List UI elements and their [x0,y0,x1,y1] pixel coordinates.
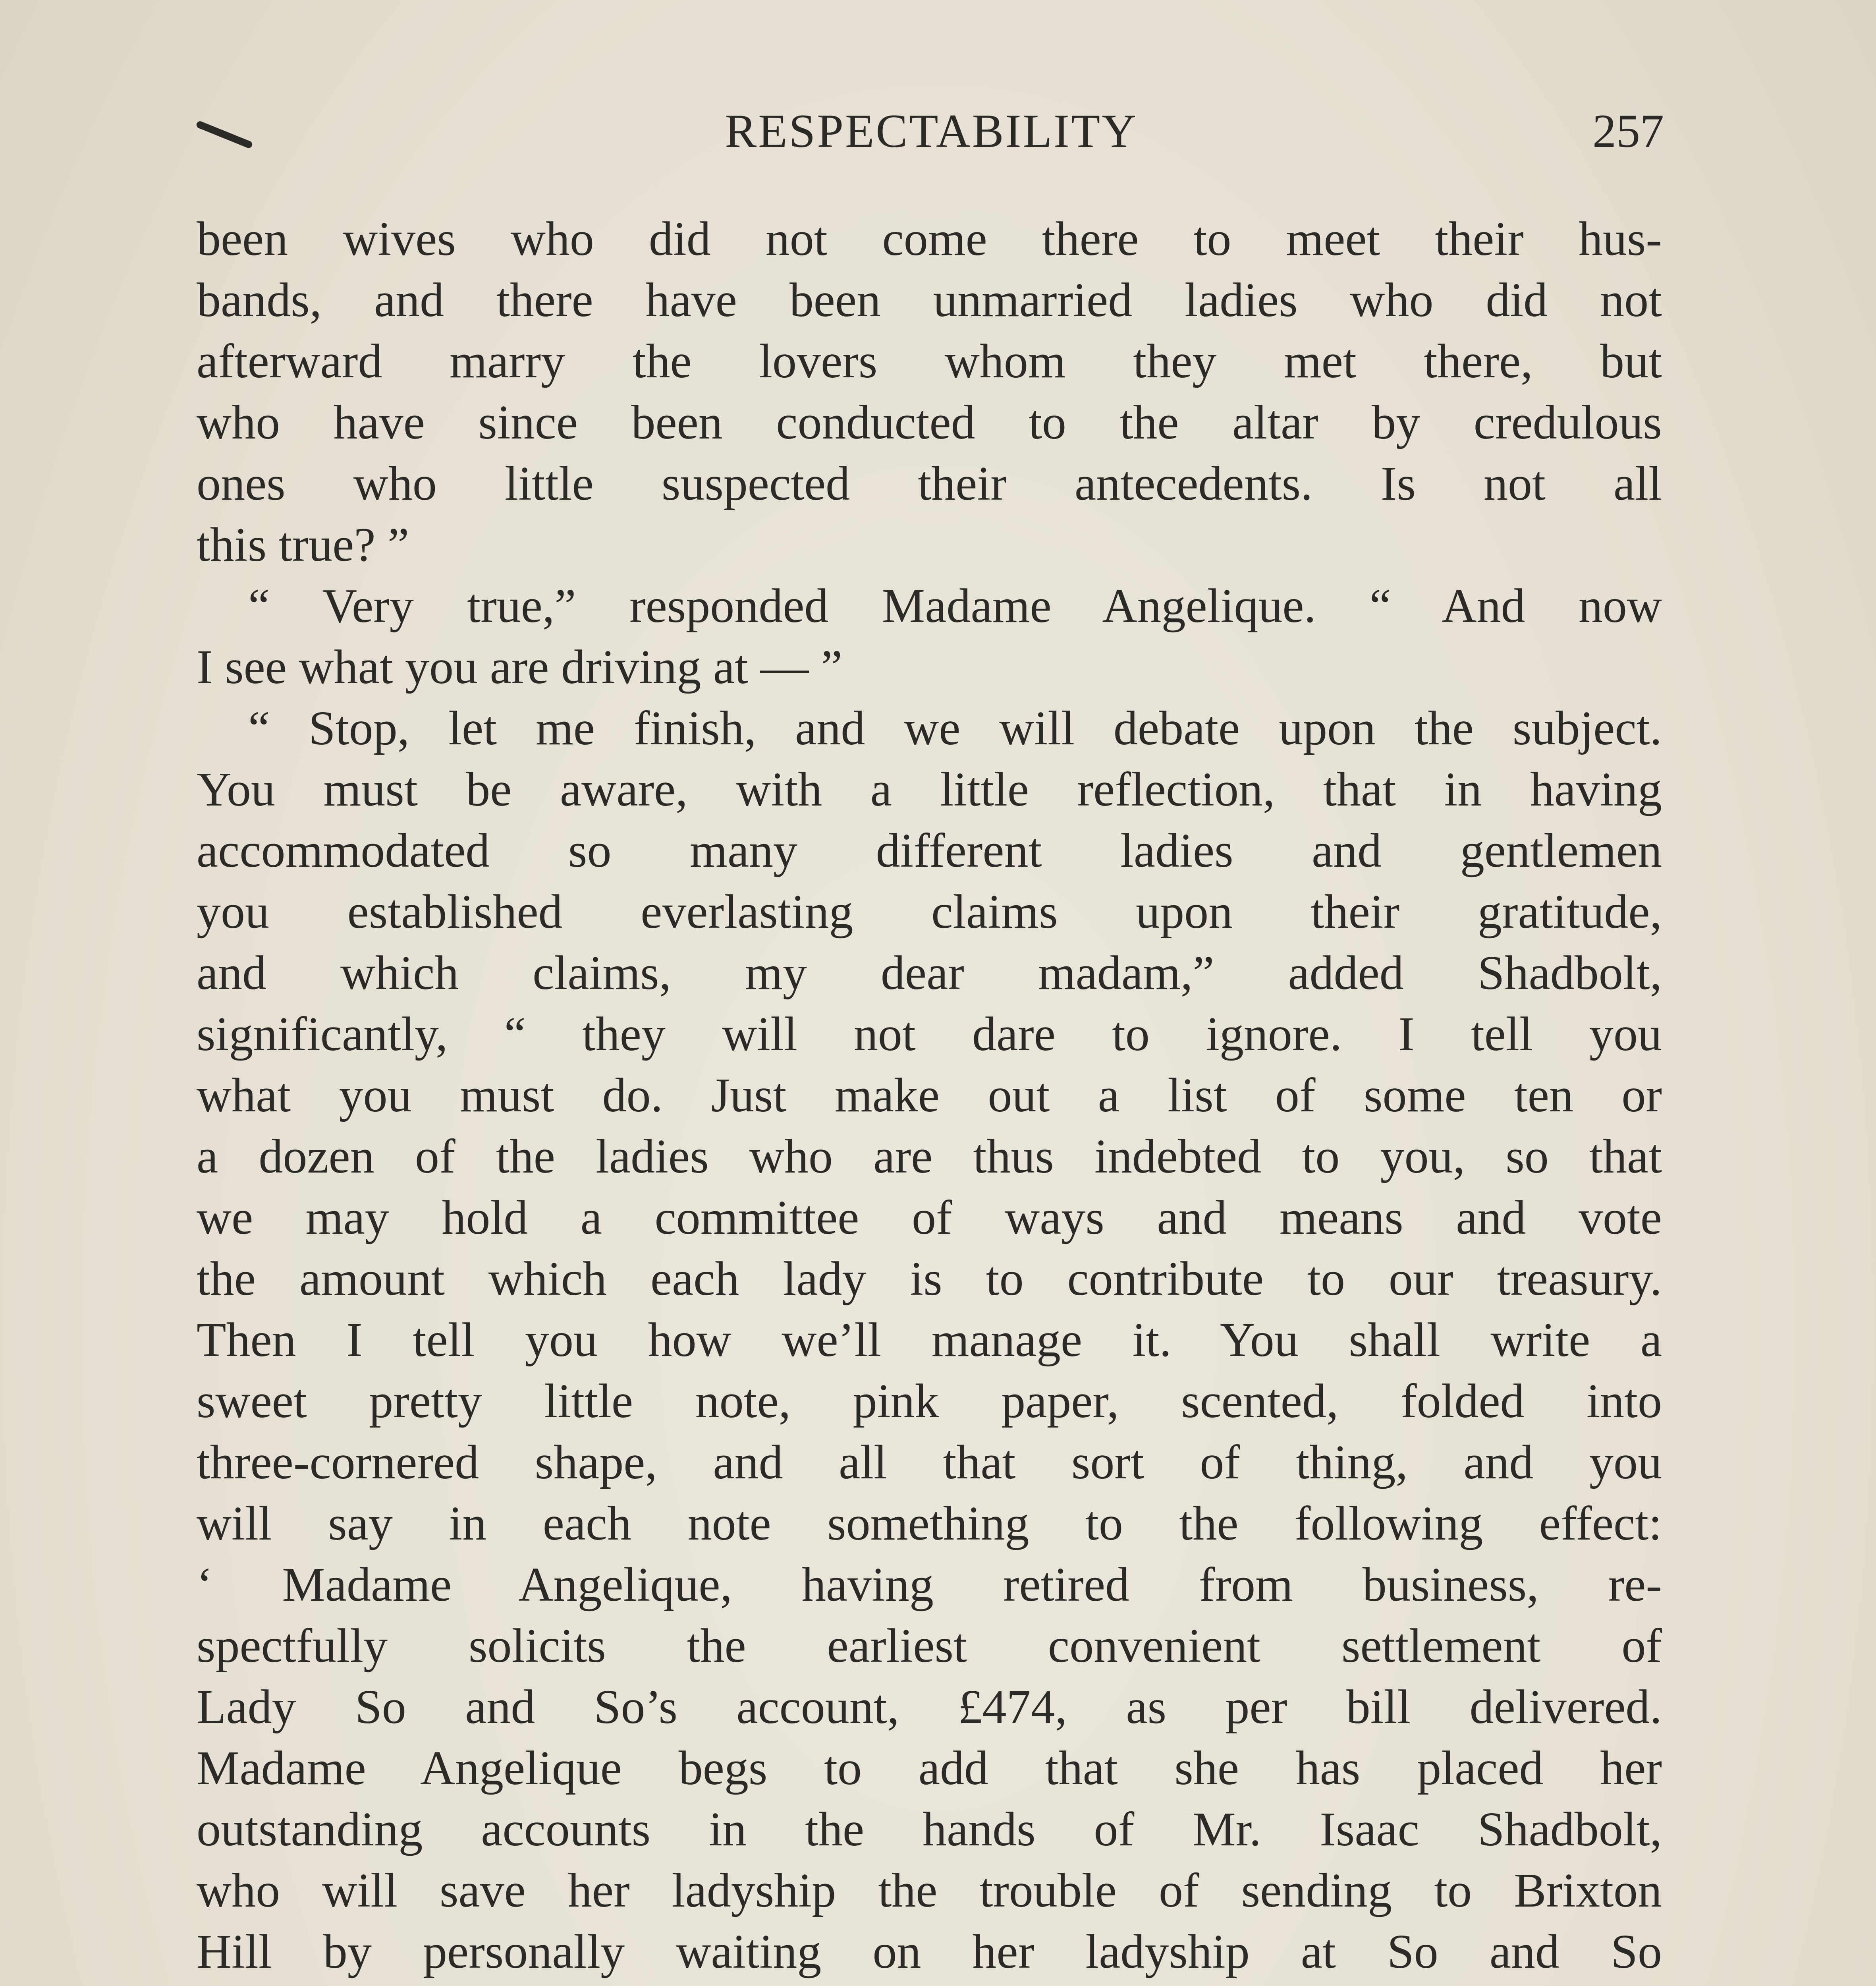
text-line: this true? ” [197,518,409,572]
text-line: Then I tell you how we’ll manage it. You shall write a [197,1313,1662,1367]
page-number: 257 [1592,104,1664,157]
text-line: “ Very true,” responded Madame Angelique. “ And now [248,579,1662,633]
text-line: accommodated so many different ladies and gentlemen [197,824,1662,877]
text-line: afterward marry the lovers whom they met there, but [197,334,1662,388]
text-line: spectfully solicits the earliest convenient settlement of [197,1619,1662,1673]
running-title: RESPECTABILITY [725,104,1138,157]
text-line: and which claims, my dear madam,” added Shadbolt, [197,946,1662,1000]
body-text [197,209,1662,1986]
text-line: will say in each note something to the following effect: [197,1497,1662,1550]
text-line: we may hold a committee of ways and means and vote [197,1191,1662,1244]
text-line: who will save her ladyship the trouble of sending to Brixton [197,1864,1662,1917]
text-line: the amount which each lady is to contribute to our treasury. [197,1252,1662,1306]
text-line: three-cornered shape, and all that sort of thing, and you [197,1435,1662,1489]
text-line: significantly, “ they will not dare to ignore. I tell you [197,1007,1662,1061]
page-header [199,99,1664,179]
text-line: outstanding accounts in the hands of Mr. Isaac Shadbolt, [197,1802,1662,1856]
text-line [197,1982,1662,1986]
text-line: a dozen of the ladies who are thus indebted to you, so that [197,1130,1662,1183]
text-line: who have since been conducted to the altar by credulous [197,396,1662,449]
text-line: I see what you are driving at — ” [197,640,843,694]
text-line: “ Stop, let me finish, and we will debate upon the subject. [248,701,1662,755]
text-line: Madame Angelique begs to add that she has placed her [197,1741,1662,1795]
text-line: been wives who did not come there to meet their hus- [197,212,1662,266]
text-line: you established everlasting claims upon their gratitude, [197,885,1662,939]
text-line: sweet pretty little note, pink paper, scented, folded into [197,1374,1662,1428]
text-line: Lady So and So’s account, £474, as per bill delivered. [197,1680,1662,1734]
text-line: You must be aware, with a little reflection, that in having [197,763,1662,816]
text-line: what you must do. Just make out a list of some ten or [197,1068,1662,1122]
text-line: Hill by personally waiting on her ladyship at So and So [197,1925,1662,1978]
text-line: ones who little suspected their antecedents. Is not all [197,457,1662,510]
text-line: ‘ Madame Angelique, having retired from business, re- [197,1558,1662,1611]
text-line: bands, and there have been unmarried ladies who did not [197,273,1662,327]
